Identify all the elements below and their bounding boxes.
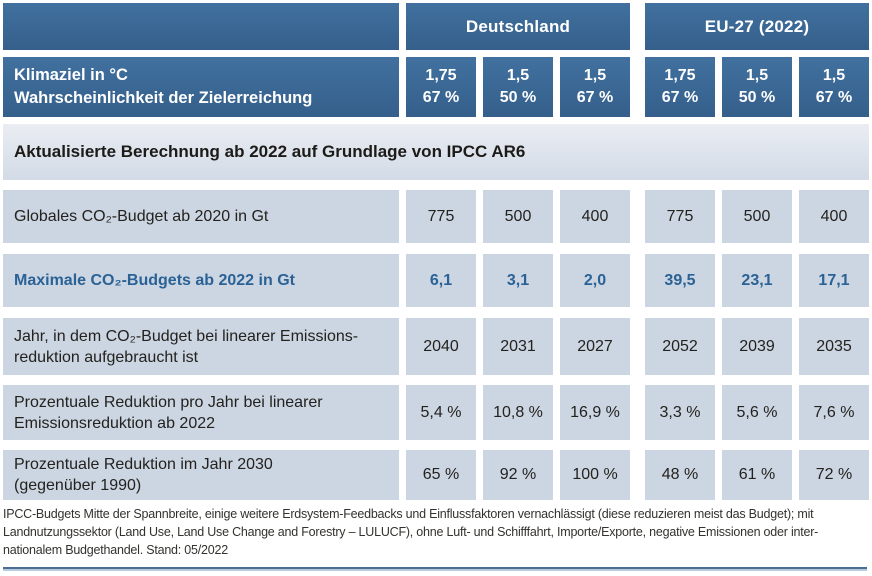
criteria-cell: 1,5 50 % — [722, 57, 792, 117]
value-cell: 61 % — [722, 450, 792, 500]
value-cell: 7,6 % — [799, 385, 869, 440]
criteria-label-line2: Wahrscheinlichkeit der Zielerreichung — [14, 89, 313, 107]
criteria-cell: 1,5 50 % — [483, 57, 553, 117]
row-label: Jahr, in dem CO₂-Budget bei linearer Emissions- reduktion aufgebraucht ist — [3, 318, 399, 375]
value-cell: 5,6 % — [722, 385, 792, 440]
value-cell: 48 % — [645, 450, 715, 500]
value-cell: 5,4 % — [406, 385, 476, 440]
value-cell: 2052 — [645, 318, 715, 375]
value-cell: 2035 — [799, 318, 869, 375]
group-header-eu27: EU-27 (2022) — [645, 3, 869, 50]
footnote-line: IPCC-Budgets Mitte der Spannbreite, einige weitere Erdsystem-Feedbacks und Einflussfaktoren vernachlässigt (diese reduzieren meist das Budget); mit — [3, 507, 814, 521]
footnote-line: Landnutzungssektor (Land Use, Land Use Change and Forestry – LULUCF), ohne Luft- und Schifffahrt, Importe/Exporte, negative Emissionen oder inter- — [3, 525, 819, 539]
corner-spacer — [3, 3, 399, 50]
value-cell: 17,1 — [799, 254, 869, 307]
value-cell: 2040 — [406, 318, 476, 375]
value-cell: 775 — [645, 190, 715, 243]
group-header-deutschland: Deutschland — [406, 3, 630, 50]
table-row-reduktion-2030 — [3, 450, 872, 500]
value-cell: 6,1 — [406, 254, 476, 307]
group-header-row — [3, 3, 872, 50]
criteria-row — [3, 57, 872, 117]
criteria-cell: 1,75 67 % — [406, 57, 476, 117]
criteria-cell: 1,5 67 % — [799, 57, 869, 117]
row-label: Globales CO₂-Budget ab 2020 in Gt — [3, 190, 399, 243]
value-cell: 500 — [722, 190, 792, 243]
criteria-cell: 1,5 67 % — [560, 57, 630, 117]
value-cell: 400 — [560, 190, 630, 243]
criteria-cell: 1,75 67 % — [645, 57, 715, 117]
value-cell: 3,1 — [483, 254, 553, 307]
footnote — [3, 505, 869, 559]
value-cell: 23,1 — [722, 254, 792, 307]
criteria-label-line1: Klimaziel in °C — [14, 66, 128, 84]
value-cell: 500 — [483, 190, 553, 243]
table-row-maximale-budgets — [3, 254, 872, 307]
table-row-budget-aufgebraucht-jahr — [3, 318, 872, 375]
value-cell: 2027 — [560, 318, 630, 375]
value-cell: 92 % — [483, 450, 553, 500]
table-row-reduktion-pro-jahr — [3, 385, 872, 440]
bottom-rule — [3, 567, 867, 571]
value-cell: 775 — [406, 190, 476, 243]
value-cell: 72 % — [799, 450, 869, 500]
table-row-globales-budget — [3, 190, 872, 243]
row-label: Prozentuale Reduktion im Jahr 2030 (gegenüber 1990) — [3, 450, 399, 500]
value-cell: 39,5 — [645, 254, 715, 307]
value-cell: 2031 — [483, 318, 553, 375]
row-label: Prozentuale Reduktion pro Jahr bei linearer Emissionsreduktion ab 2022 — [3, 385, 399, 440]
value-cell: 100 % — [560, 450, 630, 500]
value-cell: 65 % — [406, 450, 476, 500]
value-cell: 400 — [799, 190, 869, 243]
value-cell: 2,0 — [560, 254, 630, 307]
section-header: Aktualisierte Berechnung ab 2022 auf Grundlage von IPCC AR6 — [3, 124, 869, 180]
value-cell: 10,8 % — [483, 385, 553, 440]
value-cell: 3,3 % — [645, 385, 715, 440]
value-cell: 2039 — [722, 318, 792, 375]
criteria-label — [3, 57, 399, 117]
value-cell: 16,9 % — [560, 385, 630, 440]
row-label: Maximale CO₂-Budgets ab 2022 in Gt — [3, 254, 399, 307]
footnote-line: nationalem Budgethandel. Stand: 05/2022 — [3, 543, 228, 557]
